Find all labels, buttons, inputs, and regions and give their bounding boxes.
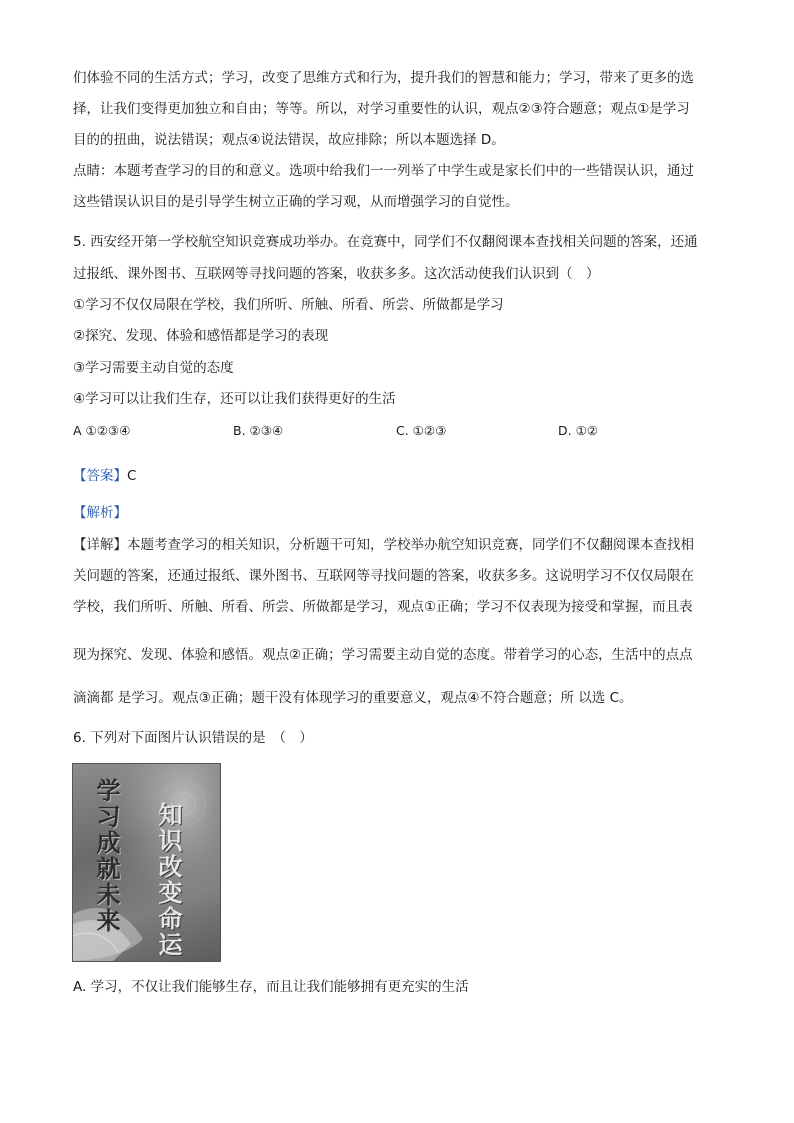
q5-stem-line-1: 5. 西安经开第一学校航空知识竞赛成功举办。在竞赛中，同学们不仅翻阅课本查找相关问题的答案，还通: [73, 234, 698, 250]
q5-option-c: C. ①②③: [396, 423, 447, 438]
q5-analysis-tag-row: [73, 503, 127, 523]
poster-slogan-right: 知识改变命运: [154, 802, 182, 958]
poster-slogan-left: 学习成就未来: [92, 778, 120, 934]
q5-statement-1: ①学习不仅仅局限在学校，我们所听、所触、所看、所尝、所做都是学习: [73, 297, 504, 313]
q5-detail-line-3: 学校，我们所听、所触、所看、所尝、所做都是学习，观点①正确；学习不仅表现为接受和掌握，而且表: [73, 599, 693, 615]
q5-stem-line-2: 过报纸、课外图书、互联网等寻找问题的答案，收获多多。这次活动使我们认识到（ ）: [73, 266, 600, 282]
q5-detail-line-5: 滴滴都 是学习。观点③正确；题干没有体现学习的重要意义，观点④不符合题意；所 以选 C。: [73, 690, 633, 706]
prev-explanation-line-1: 们体验不同的生活方式；学习，改变了思维方式和行为，提升我们的智慧和能力；学习，带来了更多的选: [73, 70, 694, 86]
tip-line-2: 这些错误认识目的是引导学生树立正确的学习观，从而增强学习的自觉性。: [73, 194, 519, 210]
tip-line-1: 点睛：本题考查学习的目的和意义。选项中给我们一一列举了中学生或是家长们中的一些错误认识，通过: [73, 163, 694, 179]
q6-stem: 6. 下列对下面图片认识错误的是 （ ）: [73, 730, 313, 746]
q6-poster-image: [72, 763, 221, 962]
prev-explanation-line-3: 目的的扭曲，说法错误；观点④说法错误，故应排除；所以本题选择 D。: [73, 132, 505, 148]
answer-tag: 【答案】: [73, 468, 127, 484]
answer-value: C: [127, 468, 137, 484]
analysis-tag: 【解析】: [73, 505, 127, 521]
detail-text-1: 本题考查学习的相关知识，分析题干可知，学校举办航空知识竞赛，同学们不仅翻阅课本查找相: [127, 537, 694, 553]
detail-tag: 【详解】: [73, 537, 127, 553]
prev-explanation-line-2: 择，让我们变得更加独立和自由；等等。所以，对学习重要性的认识，观点②③符合题意；观点①是学习: [73, 101, 690, 117]
q5-option-a: A ①②③④: [73, 423, 131, 438]
q5-detail-line-2: 关问题的答案，还通过报纸、课外图书、互联网等寻找问题的答案，收获多多。这说明学习不仅仅局限在: [73, 568, 694, 584]
q6-option-a: A. 学习，不仅让我们能够生存，而且让我们能够拥有更充实的生活: [73, 979, 469, 995]
q5-option-d: D. ①②: [558, 423, 598, 438]
q5-statement-4: ④学习可以让我们生存，还可以让我们获得更好的生活: [73, 391, 396, 407]
q5-answer-row: [73, 466, 136, 486]
q5-statement-3: ③学习需要主动自觉的态度: [73, 360, 234, 376]
q5-detail-line-1: [73, 535, 694, 555]
q5-statement-2: ②探究、发现、体验和感悟都是学习的表现: [73, 328, 329, 344]
q5-detail-line-4: 现为探究、发现、体验和感悟。观点②正确；学习需要主动自觉的态度。带着学习的心态，生活中的点点: [73, 647, 693, 663]
q5-option-b: B. ②③④: [233, 423, 284, 438]
